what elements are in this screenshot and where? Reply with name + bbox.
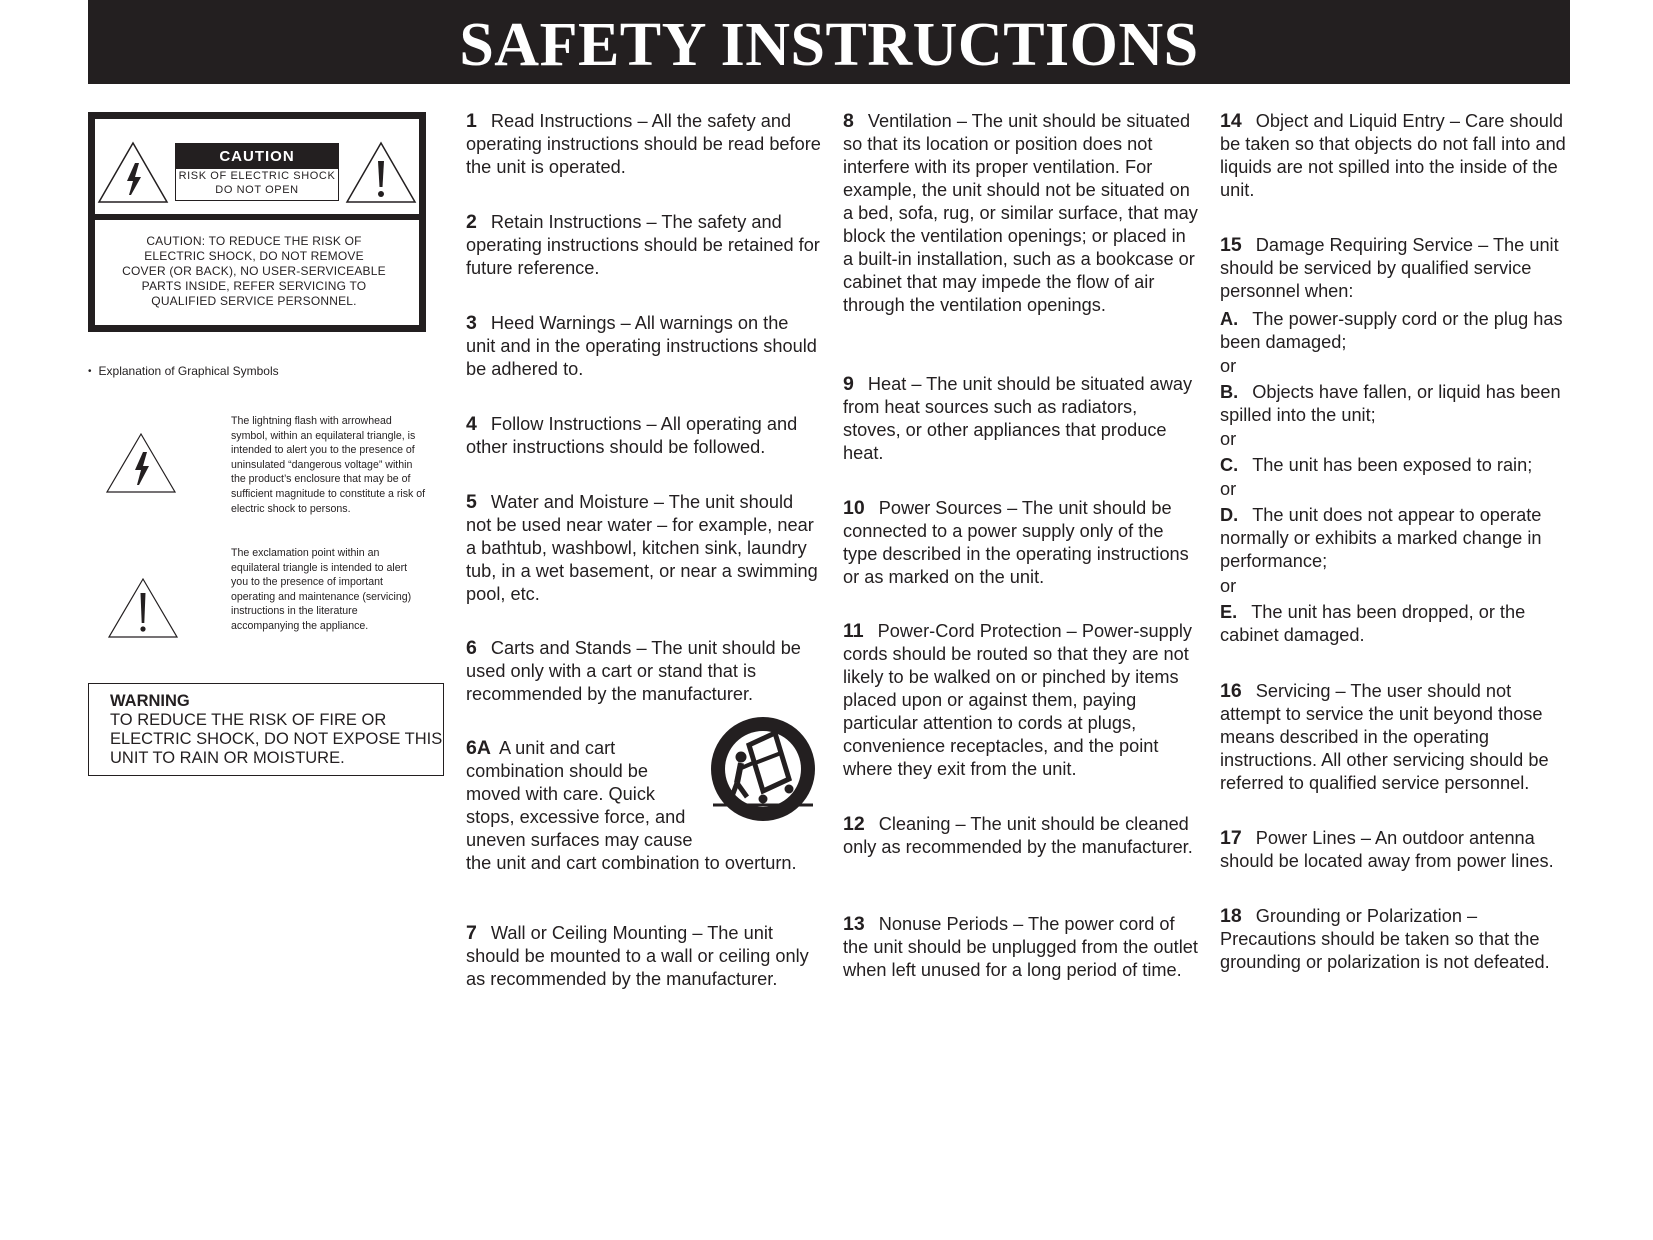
caution-sticker	[175, 143, 339, 201]
item-text: Nonuse Periods – The power cord of the unit should be unplugged from the outlet when left unused for a long period of time.	[843, 914, 1198, 980]
item-text: Grounding or Polarization – Precautions should be taken so that the grounding or polarization is not defeated.	[1220, 906, 1550, 972]
exclamation-triangle-icon	[345, 141, 417, 204]
item-number: 7	[466, 922, 477, 944]
instruction-item	[466, 922, 821, 991]
instruction-item	[843, 813, 1198, 859]
item-number: 11	[843, 620, 864, 642]
item-text: combination should be	[466, 761, 648, 781]
or-separator: or	[1220, 356, 1237, 376]
warning-text: TO REDUCE THE RISK OF FIRE OR ELECTRIC SHOCK, DO NOT EXPOSE THIS UNIT TO RAIN OR MOISTURE.	[110, 711, 443, 767]
item-number: 1	[466, 110, 477, 132]
condition-text: The unit has been dropped, or the cabinet damaged.	[1220, 602, 1526, 645]
instruction-item	[843, 497, 1198, 589]
condition-text: The power-supply cord or the plug has been damaged;	[1220, 309, 1563, 352]
item-text: stops, excessive force, and	[466, 807, 686, 827]
or-separator: or	[1220, 576, 1237, 596]
item-number: 8	[843, 110, 854, 132]
instruction-item	[1220, 110, 1575, 202]
item-text: moved with care. Quick	[466, 784, 656, 804]
instruction-item	[843, 373, 1198, 465]
item-number: 16	[1220, 680, 1242, 702]
item-number: 12	[843, 813, 865, 835]
item-text: Carts and Stands – The unit should be used only with a cart or stand that is recommended by the manufacturer.	[466, 638, 801, 704]
item-number: 14	[1220, 110, 1242, 132]
caution-text-line: CAUTION: TO REDUCE THE RISK OF	[146, 234, 362, 248]
item-number: 6	[466, 637, 477, 659]
explanation-heading-text: Explanation of Graphical Symbols	[98, 364, 279, 378]
or-separator: or	[1220, 479, 1237, 499]
caution-label-top	[95, 119, 419, 220]
exclamation-triangle-icon	[107, 577, 179, 639]
caution-text-line: COVER (OR BACK), NO USER-SERVICEABLE	[122, 264, 386, 278]
service-condition-item	[1220, 308, 1575, 354]
instruction-item	[466, 491, 821, 606]
instruction-item	[466, 211, 821, 280]
instruction-item	[466, 312, 821, 381]
lightning-triangle-icon	[97, 141, 169, 204]
condition-text: The unit does not appear to operate normally or exhibits a marked change in performance;	[1220, 505, 1542, 571]
item-number: 18	[1220, 905, 1242, 927]
condition-text: Objects have fallen, or liquid has been spilled into the unit;	[1220, 382, 1561, 425]
condition-letter: C.	[1220, 455, 1239, 475]
service-condition-item	[1220, 381, 1575, 427]
explanation-heading	[88, 364, 279, 378]
item-number: 3	[466, 312, 477, 334]
lightning-triangle-icon	[105, 432, 177, 494]
item-number: 5	[466, 491, 477, 513]
item-text: A unit and cart	[498, 738, 616, 758]
item-text: Object and Liquid Entry – Care should be taken so that objects do not fall into and liquids are not spilled into the inside of the unit.	[1220, 111, 1566, 200]
condition-letter: D.	[1220, 505, 1239, 525]
instruction-item	[843, 913, 1198, 982]
item-text: Heed Warnings – All warnings on the unit and in the operating instructions should be adhered to.	[466, 313, 817, 379]
exclamation-symbol-explanation: The exclamation point within an equilateral triangle is intended to alert you to the presence of important operating and maintenance (servicing) instructions in the literature accompanying the appliance.	[231, 547, 412, 632]
service-condition-item	[1220, 454, 1575, 477]
caution-sticker-line2: DO NOT OPEN	[215, 184, 299, 196]
item-text: Power Sources – The unit should be connected to a power supply only of the type described in the operating instructions or as marked on the unit.	[843, 498, 1189, 587]
item-number: 10	[843, 497, 865, 519]
title-banner	[88, 0, 1570, 84]
item-text: Follow Instructions – All operating and other instructions should be followed.	[466, 414, 798, 457]
warning-box	[88, 683, 444, 776]
item-text: Damage Requiring Service – The unit should be serviced by qualified service personnel when:	[1220, 235, 1559, 301]
bullet-icon: •	[88, 366, 92, 377]
condition-letter: B.	[1220, 382, 1239, 402]
item-text: Read Instructions – All the safety and operating instructions should be read before the unit is operated.	[466, 111, 821, 177]
item-number: 15	[1220, 234, 1242, 256]
instruction-item	[466, 110, 821, 179]
item-number: 2	[466, 211, 477, 233]
condition-letter: A.	[1220, 309, 1239, 329]
item-text: Power-Cord Protection – Power-supply cords should be routed so that they are not likely to be walked on or pinched by items placed upon or against them, paying particular attention to cords at plugs, convenience receptacles, and the point where they exit from the unit.	[843, 621, 1192, 779]
caution-text-line: ELECTRIC SHOCK, DO NOT REMOVE	[144, 249, 364, 263]
or-separator: or	[1220, 429, 1237, 449]
item-number: 4	[466, 413, 477, 435]
instruction-item	[466, 637, 821, 706]
instruction-item	[1220, 234, 1575, 303]
item-text: Wall or Ceiling Mounting – The unit should be mounted to a wall or ceiling only as recommended by the manufacturer.	[466, 923, 809, 989]
caution-sticker-title: CAUTION	[176, 144, 338, 169]
item-text: Ventilation – The unit should be situated so that its location or position does not interfere with its proper ventilation. For example, the unit should not be situated on a bed, sofa, rug, or similar surface, that may block the ventilation openings; or placed in a built-in installation, such as a bookcase or cabinet that may impede the flow of air through the ventilation openings.	[843, 111, 1198, 315]
item-text: Cleaning – The unit should be cleaned only as recommended by the manufacturer.	[843, 814, 1193, 857]
caution-label-text	[95, 234, 419, 309]
service-condition-item	[1220, 504, 1575, 573]
condition-letter: E.	[1220, 602, 1238, 622]
service-condition-item	[1220, 601, 1575, 647]
item-number: 9	[843, 373, 854, 395]
item-text: the unit and cart combination to overturn.	[466, 853, 797, 873]
item-text: Servicing – The user should not attempt to service the unit beyond those means described in the operating instructions. All other servicing should be referred to qualified service personnel.	[1220, 681, 1549, 793]
caution-text-line: QUALIFIED SERVICE PERSONNEL.	[151, 294, 357, 308]
item-text: Heat – The unit should be situated away from heat sources such as radiators, stoves, or other appliances that produce heat.	[843, 374, 1193, 463]
item-number: 13	[843, 913, 865, 935]
warning-heading: WARNING	[110, 692, 190, 710]
item-number: 17	[1220, 827, 1242, 849]
instruction-item	[1220, 680, 1575, 795]
cart-tipover-warning-icon	[709, 717, 817, 827]
condition-text: The unit has been exposed to rain;	[1252, 455, 1533, 475]
instruction-item	[466, 413, 821, 459]
lightning-symbol-explanation: The lightning flash with arrowhead symbol, within an equilateral triangle, is intended to alert you to the presence of uninsulated “dangerous voltage” within the product’s enclosure that may be of sufficient magnitude to constitute a risk of electric shock to persons.	[231, 415, 426, 515]
item-text: Power Lines – An outdoor antenna should be located away from power lines.	[1220, 828, 1554, 871]
instruction-item	[843, 110, 1198, 317]
caution-sticker-line1: RISK OF ELECTRIC SHOCK	[178, 170, 336, 182]
item-text: Retain Instructions – The safety and operating instructions should be retained for future reference.	[466, 212, 820, 278]
item-text: uneven surfaces may cause	[466, 830, 693, 850]
item-number: 6A	[466, 737, 491, 759]
caution-label-box	[88, 112, 426, 332]
page-title: SAFETY INSTRUCTIONS	[459, 11, 1199, 79]
item-text: Water and Moisture – The unit should not be used near water – for example, near a bathtub, washbowl, kitchen sink, laundry tub, in a wet basement, or near a swimming pool, etc.	[466, 492, 818, 604]
instruction-item	[843, 620, 1198, 781]
caution-text-line: PARTS INSIDE, REFER SERVICING TO	[141, 279, 367, 293]
instruction-item	[1220, 827, 1575, 873]
instruction-item	[1220, 905, 1575, 974]
